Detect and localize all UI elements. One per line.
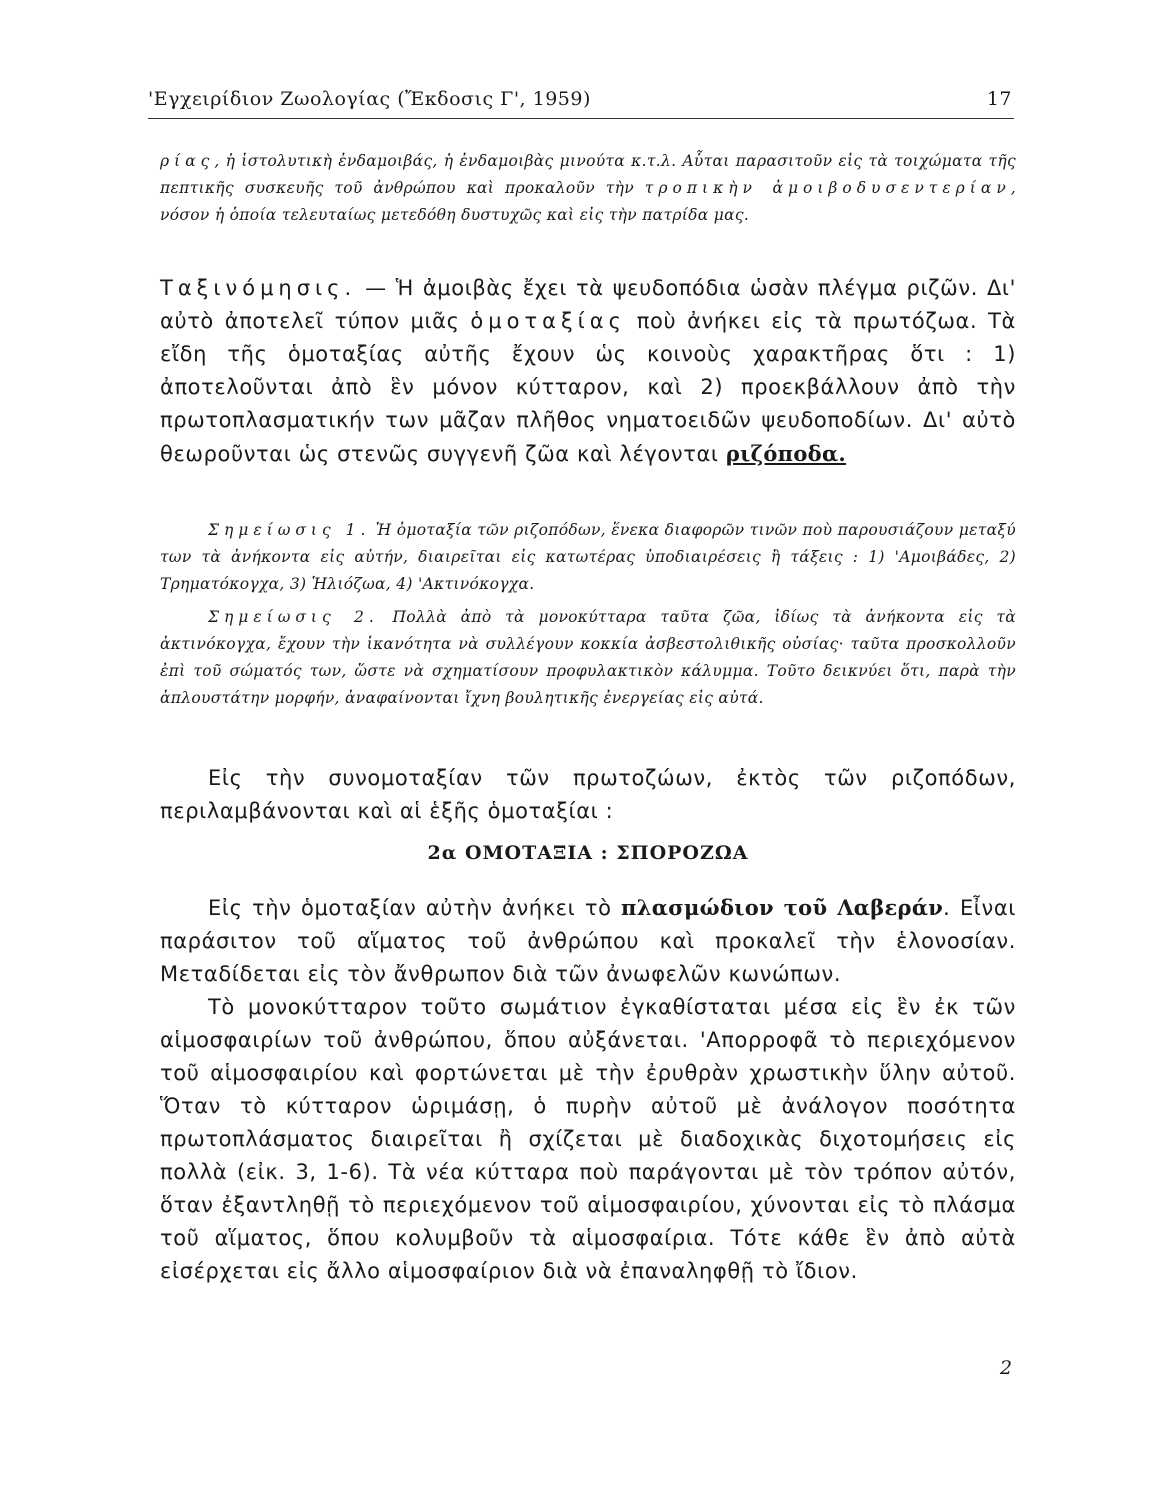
taxonomy-text-cont: ποὺ ἀνήκει εἰς τὰ πρωτόζωα. Τὰ εἴδη τῆς ὁμοταξίας αὐτῆς ἔχουν ὡς κοινοὺς χαρακτῆρας ὅτι : 1) ἀποτελοῦνται ἀπὸ ἓν μόνον κύτταρον, καὶ 2) προεκβάλλουν ἀπὸ τὴν πρωτοπλασματικήν των μᾶζαν πλῆθος νηματοειδῶν ψευδοποδίων. Δι' αὐτὸ θεωροῦνται ὡς στενῶς συγγενῆ ζῶα καὶ λέγονται bbox=[160, 309, 1016, 466]
section-title: ΟΜΟΤΑΞΙΑ : ΣΠΟΡΟΖΩΑ bbox=[464, 842, 749, 864]
intro-note-text-end: , νόσον ἡ ὁποία τελευταίως μετεδόθη δυστυχῶς καὶ εἰς τὴν πατρίδα μας. bbox=[160, 179, 1017, 224]
subclass-intro: Εἰς τὴν συνομοταξίαν τῶν πρωτοζώων, ἐκτὸς τῶν ριζοπόδων, περιλαμβάνονται καὶ αἱ ἑξῆς ὁμοταξίαι : bbox=[160, 766, 1016, 823]
note-2 bbox=[160, 604, 1016, 712]
signature-number: 2 bbox=[1000, 1357, 1013, 1379]
taxonomy-label: Ταξινόμησις. bbox=[160, 276, 357, 300]
intro-note-text: , ἡ ἱστολυτικὴ ἐνδαμοιβάς, ἡ ἐνδαμοιβὰς μινούτα κ.τ.λ. Αὗται παρασιτοῦν εἰς τὰ τοιχώματα τῆς πεπτικῆς συσκευῆς τοῦ ἀνθρώπου καὶ προκαλοῦν τὴν bbox=[160, 152, 1016, 197]
sporozoa-paragraph-1 bbox=[160, 891, 1016, 991]
sporozoa-term: πλασμώδιον τοῦ Λαβεράν bbox=[621, 895, 944, 920]
note-2-label: Σημείωσις 2. bbox=[208, 608, 379, 626]
note-1-text: Ἡ ὁμοταξία τῶν ριζοπόδων, ἕνεκα διαφορῶν τινῶν ποὺ παρουσιάζουν μεταξύ των τὰ ἀνήκοντα εἰς αὐτήν, διαιρεῖται εἰς κατωτέρας ὑποδιαιρέσεις ἢ τάξεις : 1) 'Αμοιβάδες, 2) Τρηματόκογχα, 3) Ἡλιόζωα, 4) 'Ακτινόκογχα. bbox=[160, 521, 1016, 593]
running-header bbox=[148, 88, 1014, 119]
note-2-text: Πολλὰ ἀπὸ τὰ μονοκύτταρα ταῦτα ζῶα, ἰδίως τὰ ἀνήκοντα εἰς τὰ ἀκτινόκογχα, ἔχουν τὴν ἱκανότητα νὰ συλλέγουν κοκκία ἀσβεστολιθικῆς οὐσίας· ταῦτα προσκολλοῦν ἐπὶ τοῦ σώματός των, ὥστε νὰ σχηματίσουν προφυλακτικὸν κάλυμμα. Τοῦτο δεικνύει ὅτι, παρὰ τὴν ἁπλουστάτην μορφήν, ἀναφαίνονται ἴχνη βουλητικῆς ἐνεργείας εἰς αὐτά. bbox=[160, 608, 1016, 707]
sporozoa-p1-text-cont: . Εἶναι παράσιτον τοῦ αἵματος τοῦ ἀνθρώπου καὶ προκαλεῖ τὴν ἑλονοσίαν. Μεταδίδεται εἰς τὸν ἄνθρωπον διὰ τῶν ἀνωφελῶν κωνώπων. bbox=[160, 896, 1016, 986]
intro-note-paragraph bbox=[160, 148, 1016, 229]
section-heading bbox=[160, 842, 1016, 864]
taxonomy-paragraph bbox=[160, 272, 1016, 471]
taxonomy-class-word: ὁμοταξίας bbox=[470, 309, 626, 333]
section-number: 2α bbox=[427, 842, 458, 864]
book-title: 'Εγχειρίδιον Ζωολογίας (Ἔκδοσις Γ', 1959) bbox=[148, 88, 591, 110]
sporozoa-p1-text: Εἰς τὴν ὁμοταξίαν αὐτὴν ἀνήκει τὸ bbox=[208, 896, 622, 920]
sporozoa-paragraph-2: Τὸ μονοκύτταρον τοῦτο σωμάτιον ἐγκαθίσταται μέσα εἰς ἓν ἐκ τῶν αἱμοσφαιρίων τοῦ ἀνθρώπου, ὅπου αὐξάνεται. 'Απορροφᾶ τὸ περιεχόμενον τοῦ αἱμοσφαιρίου καὶ φορτώνεται μὲ τὴν ἐρυθρὰν χρωστικὴν ὕλην αὐτοῦ. Ὅταν τὸ κύτταρον ὡριμάσῃ, ὁ πυρὴν αὐτοῦ μὲ ἀνάλογον ποσότητα πρωτοπλάσματος διαιρεῖται ἢ σχίζεται μὲ διαδοχικὰς διχοτομήσεις εἰς πολλὰ (εἰκ. 3, 1-6). Τὰ νέα κύτταρα ποὺ παράγονται μὲ τὸν τρόπον αὐτόν, ὅταν ἐξαντληθῇ τὸ περιεχόμενον τοῦ αἱμοσφαιρίου, χύνονται εἰς τὸ πλάσμα τοῦ αἵματος, ὅπου κολυμβοῦν τὰ αἱμοσφαίρια. Τότε κάθε ἓν ἀπὸ αὐτὰ εἰσέρχεται εἰς ἄλλο αἱμοσφαίριον διὰ νὰ ἐπαναληφθῇ τὸ ἴδιον. bbox=[160, 995, 1016, 1283]
intro-note-fragment: ρίας bbox=[160, 152, 215, 170]
note-1 bbox=[160, 517, 1016, 598]
intro-note-disease: τροπικὴν ἀμοιβοδυσεντερίαν bbox=[644, 179, 1011, 197]
taxonomy-term: ριζόποδα. bbox=[725, 441, 847, 466]
note-1-label: Σημείωσις 1. bbox=[208, 521, 371, 539]
page-number: 17 bbox=[986, 88, 1012, 110]
taxonomy-text: — Ἡ ἀμοιβὰς ἔχει τὰ ψευδοπόδια ὡσὰν πλέγμα ριζῶν. Δι' αὐτὸ ἀποτελεῖ τύπον μιᾶς bbox=[160, 276, 1016, 333]
